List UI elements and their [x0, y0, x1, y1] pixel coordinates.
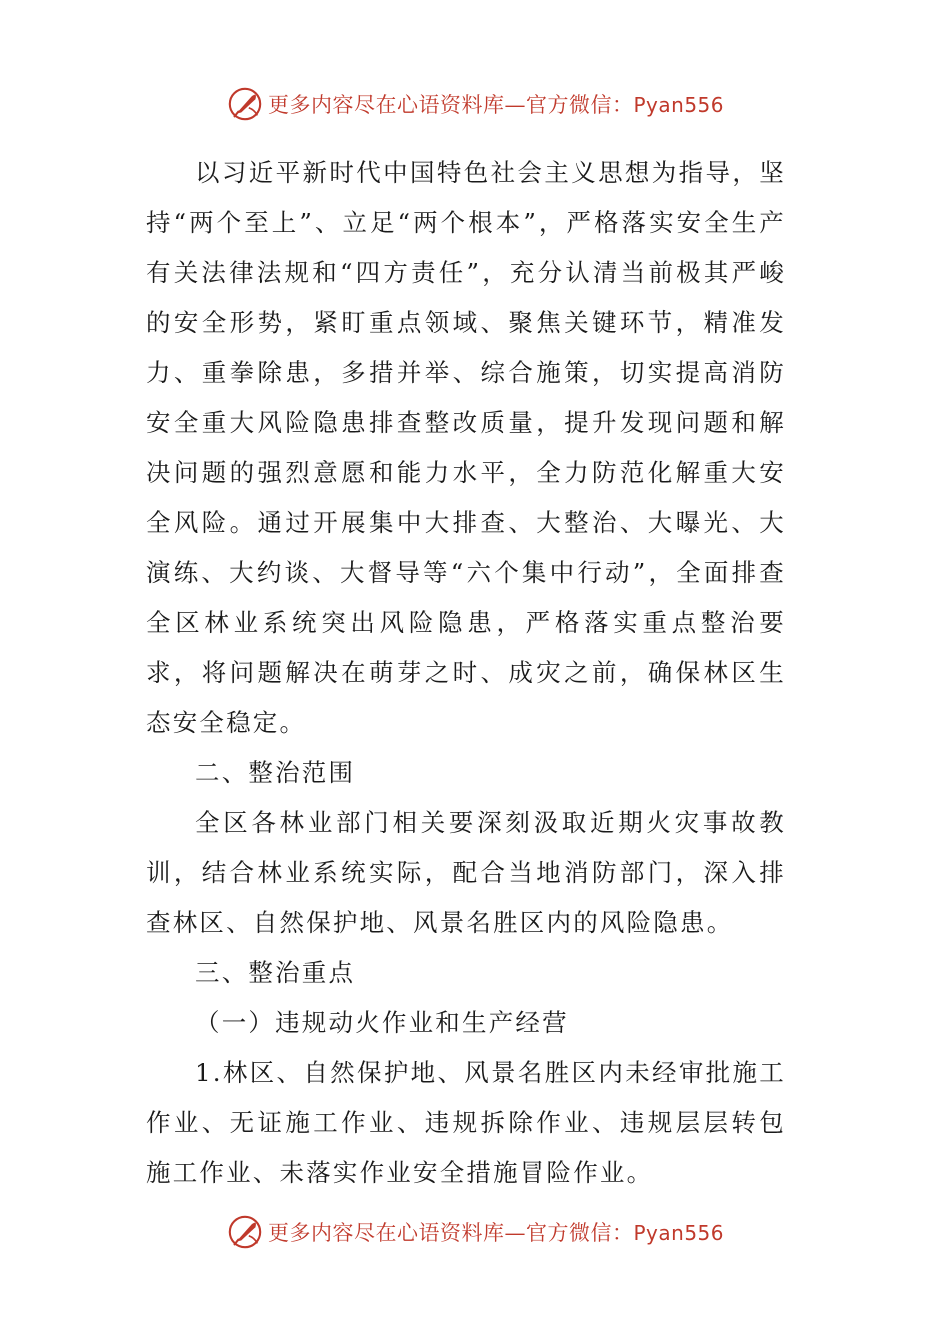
watermark-separator: — — [504, 1221, 526, 1245]
paragraph-item-1: 1.林区、自然保护地、风景名胜区内未经审批施工作业、无证施工作业、违规拆除作业、违规层层转包施工作业、未落实作业安全措施冒险作业。 — [146, 1058, 786, 1187]
paragraph-guiding-principle: 以习近平新时代中国特色社会主义思想为指导，坚持“两个至上”、立足“两个根本”，严格落实安全生产有关法律法规和“四方责任”，充分认清当前极其严峻的安全形势，紧盯重点领域、聚焦关键环节，精准发力、重拳除患，多措并举、综合施策，切实提高消防安全重大风险隐患排查整改质量，提升发现问题和解决问题的强烈意愿和能力水平，全力防范化解重大安全风险。通过开展集中大排查、大整治、大曝光、大演练、大约谈、大督导等“六个集中行动”，全面排查全区林业系统突出风险隐患，严格落实重点整治要求，将问题解决在萌芽之时、成灾之前，确保林区生态安全稳定。 — [146, 158, 786, 737]
subsection-heading-fire-operations: （一）违规动火作业和生产经营 — [195, 1008, 569, 1037]
watermark-footer — [0, 1212, 950, 1252]
watermark-suffix: 官方微信： — [525, 93, 634, 117]
section-heading-focus: 三、整治重点 — [195, 958, 356, 987]
watermark-suffix: 官方微信： — [525, 1221, 634, 1245]
watermark-wechat-id: Pyan556 — [633, 93, 724, 117]
watermark-text: 更多内容尽在心语资料库 — [267, 1221, 505, 1245]
quill-logo-icon — [226, 85, 264, 123]
watermark-wechat-id: Pyan556 — [633, 1221, 724, 1245]
document-body — [146, 148, 786, 1198]
watermark-separator: — — [504, 93, 526, 117]
quill-logo-icon — [226, 1213, 264, 1251]
watermark-header — [0, 84, 950, 124]
watermark-text: 更多内容尽在心语资料库 — [267, 93, 505, 117]
section-heading-scope: 二、整治范围 — [195, 758, 356, 787]
paragraph-scope: 全区各林业部门相关要深刻汲取近期火灾事故教训，结合林业系统实际，配合当地消防部门，深入排查林区、自然保护地、风景名胜区内的风险隐患。 — [146, 808, 786, 937]
